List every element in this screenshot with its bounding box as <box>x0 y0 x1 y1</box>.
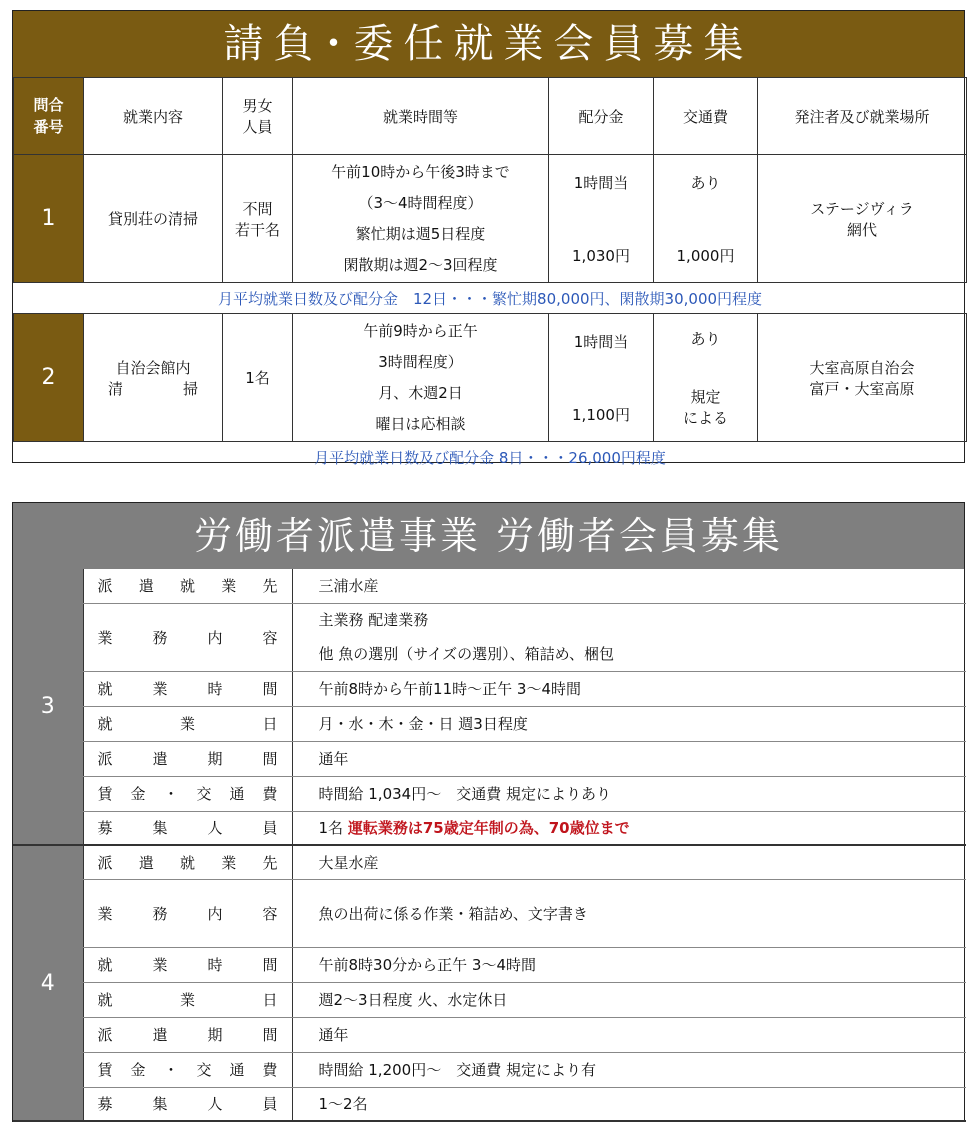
label-char: 間 <box>262 1026 278 1044</box>
label-recruit <box>83 811 292 845</box>
label-char: 派 <box>97 750 113 768</box>
label-char: 就 <box>179 853 195 872</box>
recruit-count: 1名 <box>318 819 344 838</box>
label-char: 業 <box>221 853 237 872</box>
label-char: 募 <box>97 1095 113 1114</box>
label-char: 内 <box>207 904 223 923</box>
table-row <box>13 811 966 845</box>
table-row <box>13 879 966 947</box>
label-recruit <box>83 1087 292 1121</box>
header-no <box>14 78 84 155</box>
label-char: 賃 <box>97 1061 113 1079</box>
header-hours: 就業時間等 <box>293 78 549 155</box>
label-char: 賃 <box>97 785 113 803</box>
label-char: 金 <box>130 785 146 803</box>
label-dest <box>83 569 292 603</box>
label-char: 人 <box>207 819 223 838</box>
label-char: 遣 <box>138 853 154 872</box>
pay-amount: 1,100円 <box>572 405 630 424</box>
label-char: 容 <box>262 904 278 923</box>
pay-unit: 1時間当 <box>573 332 629 351</box>
value-dest: 三浦水産 <box>292 569 966 603</box>
label-char: 先 <box>262 577 278 596</box>
value-period: 通年 <box>292 1017 966 1052</box>
table-note-row <box>14 283 967 314</box>
label-char: 期 <box>207 750 223 768</box>
job-description-line1: 自治会館内 <box>115 358 191 377</box>
label-wage <box>83 1052 292 1087</box>
label-char: 先 <box>262 853 278 872</box>
hours-line: 午前10時から午後3時まで <box>331 162 510 181</box>
table-header-row <box>14 78 967 155</box>
label-char: 務 <box>152 628 168 647</box>
label-hours <box>83 671 292 706</box>
label-hours <box>83 947 292 982</box>
hours-line: 午前9時から正午 <box>363 321 478 340</box>
label-char: 通 <box>229 1061 245 1079</box>
header-count-line1: 男女 <box>242 97 273 115</box>
table-row <box>13 706 966 741</box>
value-content: 魚の出荷に係る作業・箱詰め、文字書き <box>292 879 966 947</box>
transport-rule-line2: による <box>682 408 728 427</box>
label-wage <box>83 776 292 811</box>
label-content <box>83 879 292 947</box>
place-line2: 富戸・大室高原 <box>809 379 915 398</box>
job-number: 2 <box>14 314 84 442</box>
header-transport: 交通費 <box>654 78 758 155</box>
header-job: 就業内容 <box>84 78 223 155</box>
value-wage: 時間給 1,034円～ 交通費 規定によりあり <box>292 776 966 811</box>
label-char: 業 <box>179 991 195 1009</box>
transport-amount: 1,000円 <box>676 246 735 265</box>
value-recruit <box>292 811 966 845</box>
label-char: 業 <box>152 956 168 974</box>
label-period <box>83 1017 292 1052</box>
job-number: 3 <box>13 569 83 845</box>
contract-jobs-section <box>12 10 965 467</box>
value-hours: 午前8時30分から正午 3～4時間 <box>292 947 966 982</box>
label-char: 期 <box>207 1026 223 1044</box>
label-char: 間 <box>262 956 278 974</box>
label-char: ・ <box>163 785 179 803</box>
dispatch-jobs-table <box>13 569 966 1122</box>
label-char: 内 <box>207 628 223 647</box>
job-description-line2: 清 掃 <box>107 379 198 398</box>
table-row <box>13 1087 966 1121</box>
job-description: 貸別荘の清掃 <box>84 155 223 283</box>
place-line1: ステージヴィラ <box>810 199 914 218</box>
label-char: 就 <box>97 680 113 698</box>
label-char: 間 <box>262 750 278 768</box>
job-pay <box>549 155 654 283</box>
header-count <box>223 78 293 155</box>
table-note-row <box>14 442 967 473</box>
header-no-line1: 問合 <box>33 96 64 114</box>
label-char: 派 <box>97 577 113 596</box>
job-transport <box>654 155 758 283</box>
job-note: 月平均就業日数及び配分金 8日・・・26,000円程度 <box>314 448 666 467</box>
recruit-note: 運転業務は75歳定年制の為、70歳位まで <box>347 819 630 838</box>
label-char: 業 <box>97 628 113 647</box>
value-content <box>292 603 966 671</box>
dispatch-jobs-section <box>12 502 965 1122</box>
value-period: 通年 <box>292 741 966 776</box>
label-char: 交 <box>196 785 212 803</box>
job-pay <box>549 314 654 442</box>
job-place <box>758 155 967 283</box>
label-char: 就 <box>179 577 195 596</box>
label-char: 容 <box>262 628 278 647</box>
label-char: 費 <box>262 785 278 803</box>
label-period <box>83 741 292 776</box>
job-count: 1名 <box>223 314 293 442</box>
table-row <box>13 776 966 811</box>
label-days <box>83 706 292 741</box>
table-row <box>14 314 967 442</box>
label-char: 業 <box>97 904 113 923</box>
table-row <box>13 671 966 706</box>
hours-line: 閑散期は週2～3回程度 <box>343 255 498 274</box>
place-line2: 網代 <box>846 220 877 239</box>
table-row <box>13 1017 966 1052</box>
job-hours <box>293 314 549 442</box>
header-place: 発注者及び就業場所 <box>758 78 967 155</box>
label-char: 募 <box>97 819 113 838</box>
pay-unit: 1時間当 <box>573 173 629 192</box>
value-days: 週2～3日程度 火、水定休日 <box>292 982 966 1017</box>
job-count <box>223 155 293 283</box>
transport-availability: あり <box>690 329 721 348</box>
label-char: 交 <box>196 1061 212 1079</box>
label-char: 集 <box>152 819 168 838</box>
content-line2: 他 魚の選別（サイズの選別）、箱詰め、梱包 <box>318 645 614 663</box>
job-count-line1: 不問 <box>242 199 273 218</box>
place-line1: 大室高原自治会 <box>809 358 915 377</box>
table-row <box>13 947 966 982</box>
pay-amount: 1,030円 <box>572 246 630 265</box>
header-pay: 配分金 <box>549 78 654 155</box>
label-char: 日 <box>262 991 278 1009</box>
label-char: 就 <box>97 991 113 1009</box>
contract-jobs-table <box>13 77 967 472</box>
label-char: 業 <box>152 680 168 698</box>
job-number: 1 <box>14 155 84 283</box>
label-char: 集 <box>152 1095 168 1114</box>
label-char: 就 <box>97 956 113 974</box>
job-transport <box>654 314 758 442</box>
value-recruit: 1～2名 <box>292 1087 966 1121</box>
label-char: 遣 <box>152 1026 168 1044</box>
label-char: 業 <box>221 577 237 596</box>
table-row <box>13 982 966 1017</box>
label-char: 間 <box>262 680 278 698</box>
table-row <box>13 741 966 776</box>
job-description <box>84 314 223 442</box>
value-days: 月・水・木・金・日 週3日程度 <box>292 706 966 741</box>
header-count-line2: 人員 <box>242 118 273 136</box>
table-row <box>13 569 966 603</box>
label-char: 業 <box>179 715 195 733</box>
content-line1: 主業務 配達業務 <box>318 611 429 629</box>
hours-line: 月、木週2日 <box>378 383 463 402</box>
section2-title: 労働者派遣事業 労働者会員募集 <box>13 503 964 569</box>
value-dest: 大星水産 <box>292 845 966 879</box>
table-row <box>14 155 967 283</box>
label-char: 金 <box>130 1061 146 1079</box>
hours-line: （3～4時間程度） <box>358 193 483 212</box>
label-char: 派 <box>97 1026 113 1044</box>
hours-line: 繁忙期は週5日程度 <box>355 224 486 243</box>
label-char: 通 <box>229 785 245 803</box>
transport-availability: あり <box>690 173 721 192</box>
label-char: 遣 <box>138 577 154 596</box>
label-char: 費 <box>262 1061 278 1079</box>
section1-title: 請負･委任就業会員募集 <box>13 11 964 77</box>
label-char: 派 <box>97 853 113 872</box>
hours-line: 曜日は応相談 <box>375 414 466 433</box>
header-no-line2: 番号 <box>33 118 64 136</box>
label-char: 就 <box>97 715 113 733</box>
value-hours: 午前8時から午前11時～正午 3～4時間 <box>292 671 966 706</box>
job-hours <box>293 155 549 283</box>
table-row <box>13 1052 966 1087</box>
label-char: ・ <box>163 1061 179 1079</box>
job-number: 4 <box>13 845 83 1121</box>
label-char: 員 <box>262 819 278 838</box>
table-row <box>13 845 966 879</box>
label-char: 時 <box>207 680 223 698</box>
label-char: 時 <box>207 956 223 974</box>
label-char: 務 <box>152 904 168 923</box>
label-char: 日 <box>262 715 278 733</box>
label-char: 遣 <box>152 750 168 768</box>
label-days <box>83 982 292 1017</box>
value-wage: 時間給 1,200円～ 交通費 規定により有 <box>292 1052 966 1087</box>
table-row <box>13 603 966 671</box>
job-place <box>758 314 967 442</box>
hours-line: 3時間程度） <box>378 352 463 371</box>
label-content <box>83 603 292 671</box>
label-char: 人 <box>207 1095 223 1114</box>
job-count-line2: 若干名 <box>234 220 280 239</box>
label-char: 員 <box>262 1095 278 1114</box>
label-dest <box>83 845 292 879</box>
job-note: 月平均就業日数及び配分金 12日・・・繁忙期80,000円、閑散期30,000円程度 <box>217 289 763 308</box>
transport-rule-line1: 規定 <box>690 387 721 406</box>
